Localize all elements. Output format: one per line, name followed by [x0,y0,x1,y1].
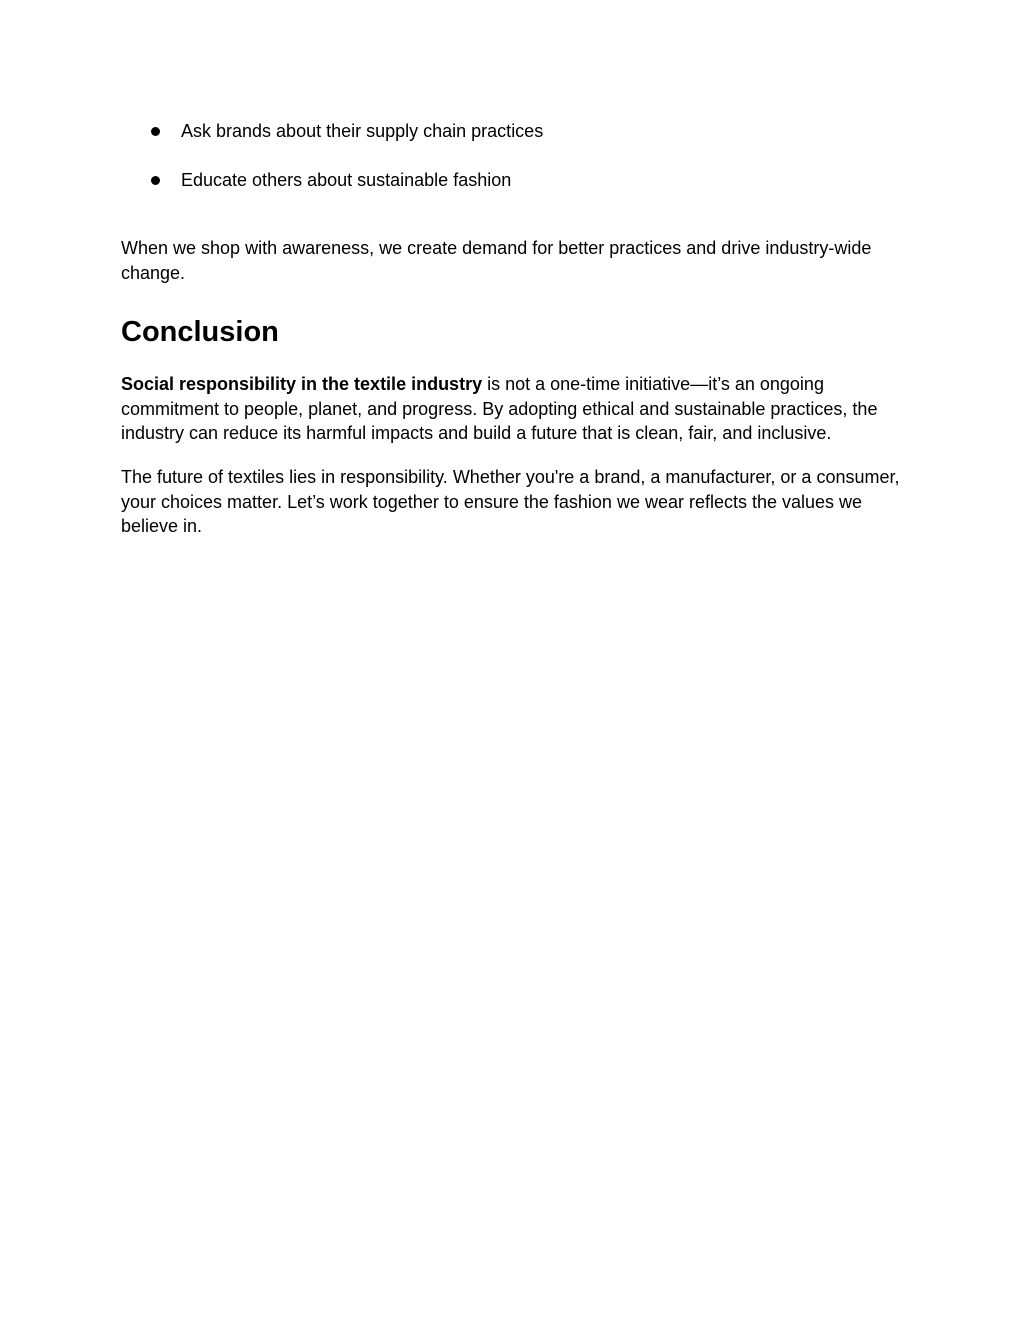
list-item-text: Educate others about sustainable fashion [181,170,512,190]
bullet-icon [151,127,160,136]
awareness-paragraph: When we shop with awareness, we create demand for better practices and drive industry-wide change. [121,238,872,283]
paragraph-text: is not a one-time initiative—it’s an ongoing commitment to people, planet, and progress. By adopting ethical and sustainable practices, the industry can reduce its harmful impacts and build a future that is clean, fair, and inclusive. [121,374,878,443]
conclusion-heading: Conclusion [121,316,279,348]
future-paragraph: The future of textiles lies in responsibility. Whether you're a brand, a manufacturer, or a consumer, your choices matter. Let’s work together to ensure the fashion we wear reflects the values we believe in. [121,467,900,536]
bold-phrase: Social responsibility in the textile industry [121,374,483,394]
bullet-icon [151,176,160,185]
list-item-text: Ask brands about their supply chain practices [181,121,544,141]
conclusion-paragraph [121,372,911,446]
